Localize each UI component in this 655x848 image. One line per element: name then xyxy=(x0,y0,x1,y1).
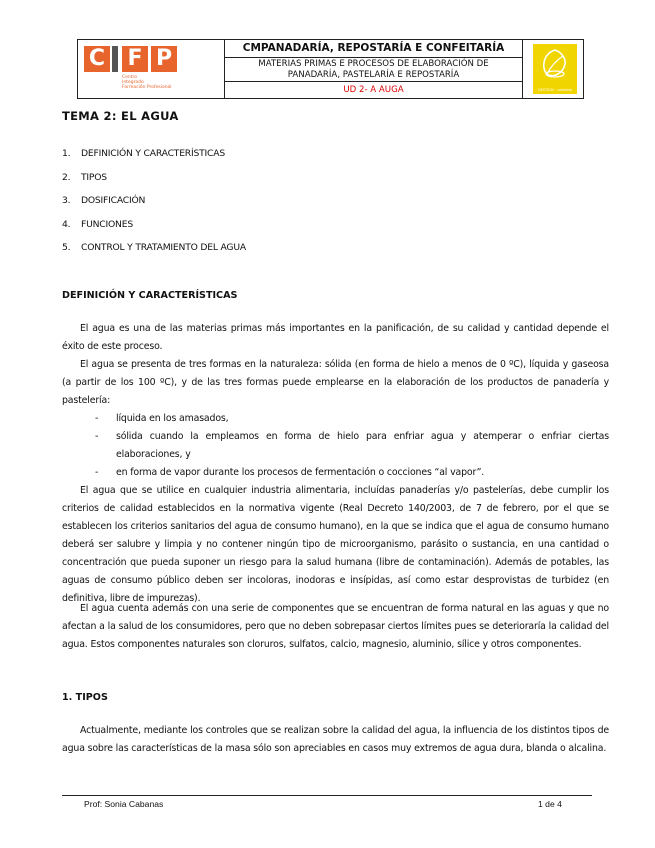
bullet-dash: - xyxy=(95,413,99,424)
module-title-line1: MATERIAS PRIMAS E PROCESOS DE ELABORACIÓN DE xyxy=(258,59,489,69)
toc-label: DEFINICIÓN Y CARACTERÍSTICAS xyxy=(81,148,225,159)
logo-subtitle-3: Formación Profesional xyxy=(122,85,172,90)
toc-number: 4. xyxy=(62,219,71,230)
list-item xyxy=(95,428,609,464)
toc-item xyxy=(62,195,145,206)
toc-item xyxy=(62,242,246,253)
list-item-text: en forma de vapor durante los procesos de fermentación o cocciones “al vapor”. xyxy=(116,467,485,478)
toc-item xyxy=(62,148,225,159)
paragraph-normativa: El agua que se utilice en cualquier industria alimentaria, incluídas panaderías y/o pastelerías, debe cumplir los criterios de calidad establecidos en la normativa vigente (Real Decreto 140/2003, de 7 de febrero, por el que se establecen los criterios sanitarios del agua de consumo humano), en la que se indica que el agua de consumo humano deberá ser salubre y limpia y no contener ningún tipo de microorganismo, parásito o sustancia, en una cantidad o concentración que pueda suponer un riesgo para la salud humana (libre de contaminación). Además de potables, las aguas de consumo público deben ser incoloras, inodoras e insípidas, así como estar desprovistas de turbidez (en definitiva, libre de impurezas). xyxy=(62,485,609,604)
module-title xyxy=(225,58,522,82)
paragraph-forms: El agua se presenta de tres formas en la naturaleza: sólida (en forma de hielo a menos de 0 ºC), líquida y gaseosa (a partir de los 100 ºC), y de las tres formas puede emplearse en la elaboración de los productos de panadería y pastelería: xyxy=(62,359,609,406)
bullet-dash: - xyxy=(95,467,99,478)
paragraph-tipos: Actualmente, mediante los controles que se realizan sobre la calidad del agua, la influencia de los distintos tipos de agua sobre las características de la masa sólo son apreciables en casos muy extremos de agua dura, blanda o alcalina. xyxy=(62,725,609,754)
quality-badge xyxy=(523,40,583,98)
toc-number: 1. xyxy=(62,148,71,159)
section-heading-definicion: DEFINICIÓN Y CARACTERÍSTICAS xyxy=(62,290,238,301)
course-title: CMPANADARÍA, REPOSTARÍA E CONFEITARÍA xyxy=(225,40,522,58)
list-item xyxy=(95,464,609,482)
toc-label: FUNCIONES xyxy=(81,219,133,230)
module-title-line2: PANADARÍA, PASTELARÍA E REPOSTARÍA xyxy=(287,70,460,80)
logo-subtitle-2: Integrado xyxy=(122,80,144,85)
toc-label: TIPOS xyxy=(81,172,107,183)
toc-number: 5. xyxy=(62,242,71,253)
toc-label: DOSIFICACIÓN xyxy=(81,195,146,206)
document-header xyxy=(77,39,584,99)
logo-letter-f: F xyxy=(122,46,148,72)
logo-subtitle-1: Centro xyxy=(122,75,138,80)
page-title: TEMA 2: EL AGUA xyxy=(62,109,179,123)
logo-letter-p: P xyxy=(151,46,177,72)
logo-letter-i xyxy=(112,46,118,72)
toc-number: 2. xyxy=(62,172,71,183)
list-item-text: líquida en los amasados, xyxy=(116,413,229,424)
page-number: 1 de 4 xyxy=(538,799,562,809)
paragraph-componentes: El agua cuenta además con una serie de componentes que se encuentran de forma natural en las aguas y que no afectan a la salud de los consumidores, pero que no deben sobrepasar ciertos límites pues se deterioraría la calidad del agua. Estos componentes naturales son cloruros, sulfatos, calcio, magnesio, aluminio, sílice y otros componentes. xyxy=(62,603,609,650)
list-item xyxy=(95,410,609,428)
toc-item xyxy=(62,219,133,230)
section-heading-tipos: 1. TIPOS xyxy=(62,692,108,703)
footer-author: Prof: Sonia Cabanas xyxy=(84,799,164,809)
toc-label: CONTROL Y TRATAMIENTO DEL AGUA xyxy=(81,242,246,253)
bullet-dash: - xyxy=(95,431,99,442)
list-item-text: sólida cuando la empleamos en forma de hielo para enfriar agua y atemperar o enfriar ciertas elaboraciones, y xyxy=(116,431,609,460)
unit-label: UD 2- A AUGA xyxy=(343,85,404,95)
paragraph-intro: El agua es una de las materias primas más importantes en la panificación, de su calidad y cantidad depende el éxito de este proceso. xyxy=(62,323,609,352)
quality-logo-icon xyxy=(533,44,577,94)
toc-number: 3. xyxy=(62,195,71,206)
logo-letter-c: C xyxy=(84,46,110,72)
leaf-icon xyxy=(533,44,577,84)
quality-logo-text: GESTIÓN · calidade xyxy=(538,88,572,92)
header-center xyxy=(225,40,523,98)
toc-item xyxy=(62,172,107,183)
footer-divider xyxy=(62,795,592,796)
cifp-logo xyxy=(78,40,225,98)
